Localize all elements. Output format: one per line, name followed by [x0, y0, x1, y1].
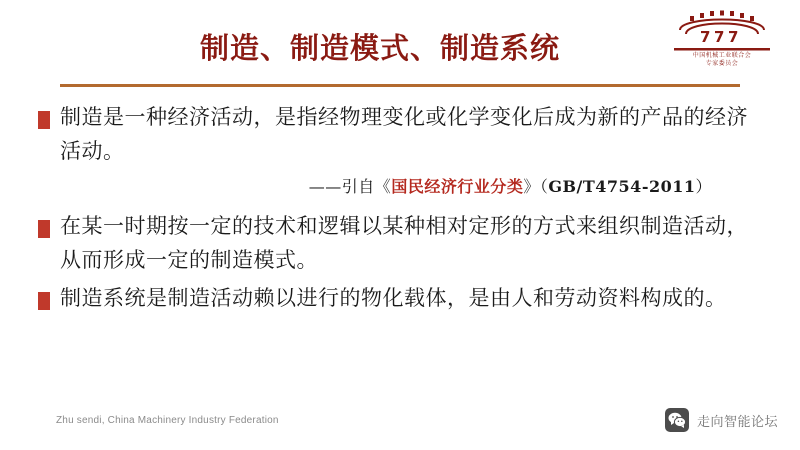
bullet-text: 在某一时期按一定的技术和逻辑以某种相对定形的方式来组织制造活动，从而形成一定的制造模式。: [60, 214, 748, 272]
citation-prefix: ——引自《: [308, 177, 392, 196]
wechat-badge-icon: [665, 408, 689, 432]
cmif-emblem-logo: [666, 8, 778, 80]
logo-caption: 中国机械工业联合会 专家委员会: [692, 52, 752, 67]
bullet-marker-icon: [38, 220, 50, 238]
bullet-item: [38, 100, 768, 168]
footer-credit: Zhu sendi, China Machinery Industry Federation: [56, 415, 279, 426]
bullet-marker-icon: [38, 292, 50, 310]
citation-suffix: ）: [695, 177, 712, 196]
bullet-marker-icon: [38, 111, 50, 129]
page-title: 制造、制造模式、制造系统: [199, 31, 560, 65]
svg-text:7: 7: [700, 28, 711, 46]
title-divider: [60, 84, 740, 87]
citation-line: [38, 174, 768, 197]
slide-header: [0, 0, 800, 88]
slide-body: [38, 100, 768, 319]
citation-code: GB/T4754-2011: [548, 177, 696, 196]
svg-text:7: 7: [728, 28, 739, 46]
bullet-text: 制造系统是制造活动赖以进行的物化载体，是由人和劳动资料构成的。: [60, 286, 727, 310]
bullet-text: 制造是一种经济活动，是指经物理变化或化学变化后成为新的产品的经济活动。: [60, 105, 748, 163]
citation-middle: 》（: [523, 177, 549, 196]
svg-text:7: 7: [714, 28, 725, 46]
bullet-item: [38, 209, 768, 277]
citation-source: 国民经济行业分类: [391, 177, 524, 196]
bullet-item: [38, 281, 768, 315]
watermark-label: 走向智能论坛: [696, 414, 778, 430]
gear-emblem-icon: [666, 8, 778, 56]
wechat-account-watermark: [665, 408, 778, 432]
